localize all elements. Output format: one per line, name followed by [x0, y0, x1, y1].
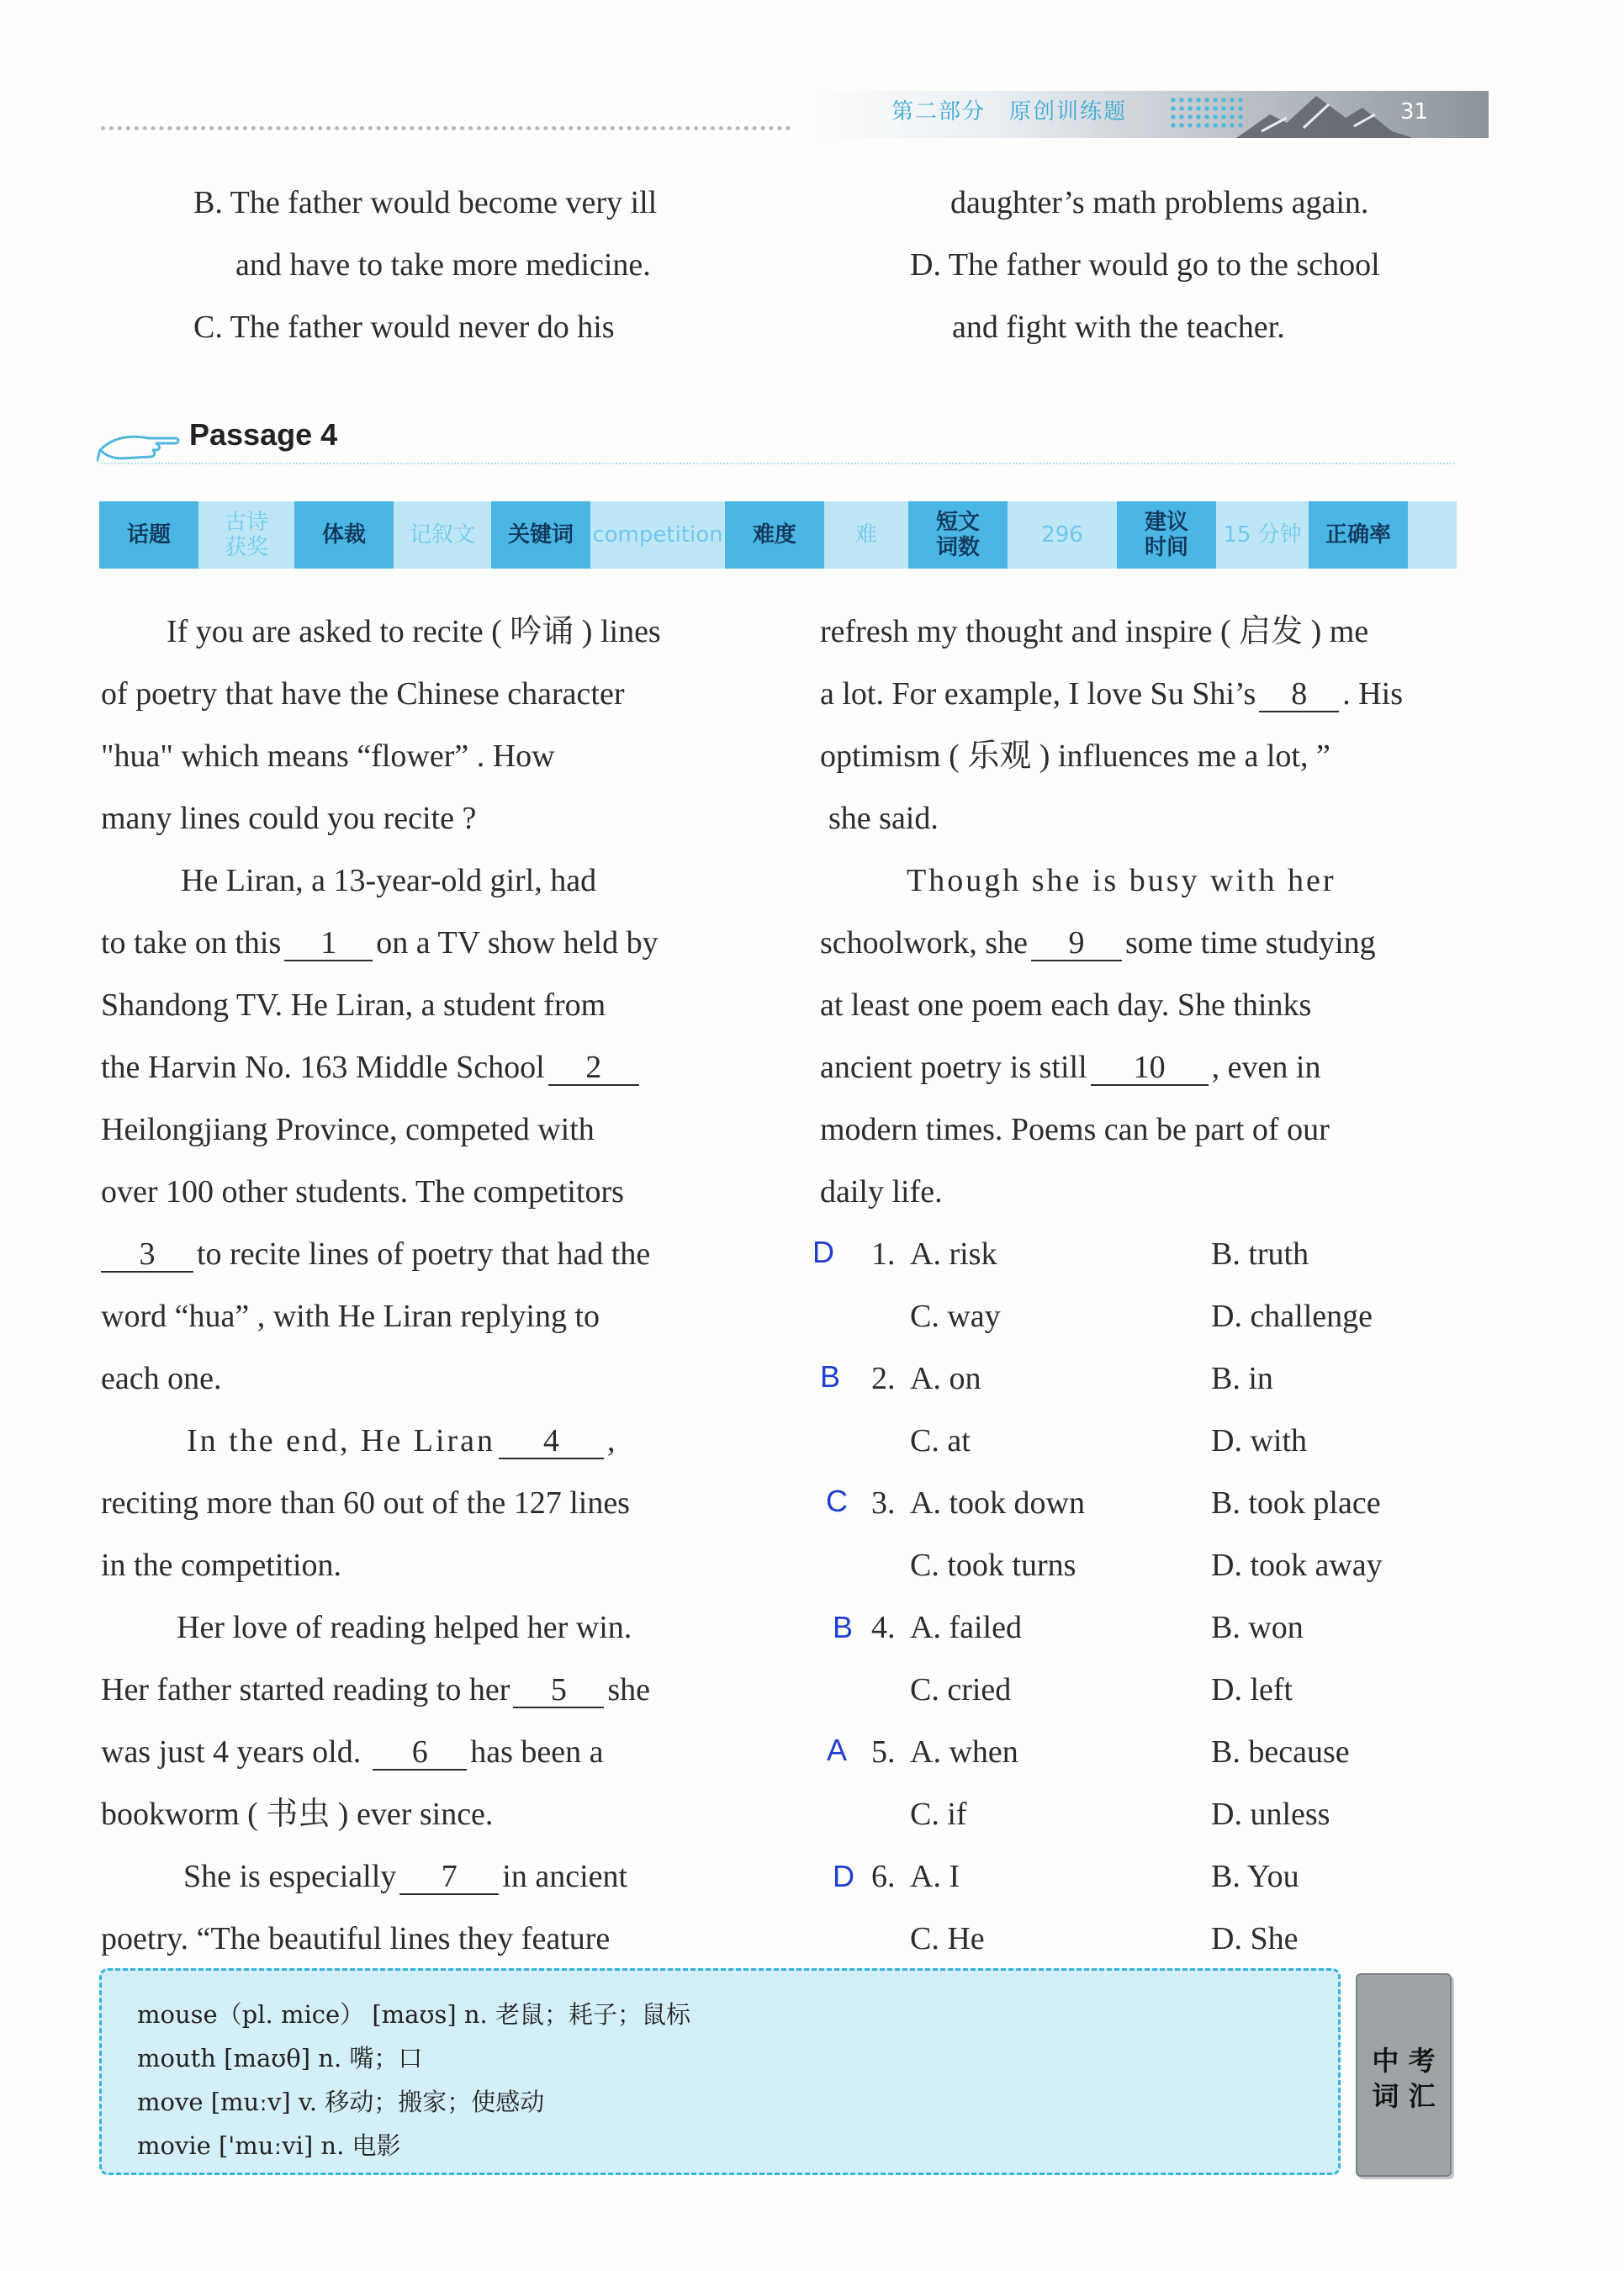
accuracy-label: 正确率 [1309, 501, 1408, 569]
vocab-box [99, 1968, 1341, 2175]
prev-option-b-line2: and have to take more medicine. [235, 247, 651, 283]
vocab-side-tab [1356, 1973, 1452, 2177]
option-b[interactable]: B. because [1211, 1734, 1350, 1770]
genre-value: 记叙文 [409, 522, 475, 548]
page-number: 31 [1400, 99, 1429, 124]
text-segment: schoolwork, she [820, 925, 1028, 961]
question-number: 5. [871, 1734, 896, 1770]
question-number: 1. [871, 1236, 896, 1272]
text-line: reciting more than 60 out of the 127 lines [101, 1485, 630, 1521]
text-line: He Liran, a 13-year-old girl, had [181, 863, 597, 898]
blank-8[interactable]: 8 [1259, 677, 1339, 712]
text-line: each one. [101, 1361, 222, 1396]
blank-1[interactable]: 1 [284, 926, 373, 961]
keyword-label: 关键词 [491, 501, 590, 569]
text-segment: ancient poetry is still [820, 1050, 1087, 1085]
answer-mark: D [833, 1859, 854, 1893]
option-a[interactable]: A. failed [910, 1610, 1022, 1645]
option-c[interactable]: C. He [910, 1921, 985, 1956]
blank-5[interactable]: 5 [513, 1673, 604, 1708]
option-a[interactable]: A. on [910, 1361, 981, 1396]
text-segment: has been a [470, 1734, 604, 1770]
passage-divider [101, 463, 1455, 464]
option-a[interactable]: A. when [910, 1734, 1018, 1770]
keyword-value: competition [592, 522, 723, 548]
text-line: over 100 other students. The competitors [101, 1174, 624, 1210]
text-line: she said. [828, 801, 939, 836]
option-b[interactable]: B. truth [1211, 1236, 1309, 1272]
difficulty-label: 难度 [725, 501, 824, 569]
option-c[interactable]: C. if [910, 1797, 967, 1832]
text-segment: , even in [1211, 1050, 1321, 1085]
option-d[interactable]: D. She [1211, 1921, 1299, 1956]
pointing-hand-icon [97, 425, 181, 463]
option-b[interactable]: B. You [1211, 1859, 1299, 1894]
text-line: of poetry that have the Chinese character [101, 676, 625, 712]
option-c[interactable]: C. way [910, 1299, 1001, 1334]
option-d[interactable]: D. unless [1211, 1797, 1330, 1832]
text-line [101, 924, 659, 962]
text-segment: Her father started reading to her [101, 1672, 510, 1707]
blank-10[interactable]: 10 [1091, 1051, 1209, 1086]
text-line: Her love of reading helped her win. [177, 1610, 632, 1645]
question-number: 2. [871, 1361, 896, 1396]
text-segment: was just 4 years old. [101, 1734, 362, 1770]
question-number: 3. [871, 1485, 896, 1521]
mountain-decoration-icon [1236, 89, 1413, 140]
topic-label: 话题 [99, 501, 198, 569]
info-bar [99, 501, 1457, 569]
text-line: optimism ( 乐观 ) influences me a lot, ” [820, 738, 1330, 774]
answer-mark: C [826, 1484, 848, 1518]
blank-3[interactable]: 3 [101, 1237, 193, 1273]
option-a[interactable]: A. took down [910, 1485, 1085, 1521]
text-line [101, 1670, 650, 1709]
text-line: If you are asked to recite ( 吟诵 ) lines [167, 614, 661, 649]
question-number: 6. [871, 1859, 896, 1894]
blank-4[interactable]: 4 [499, 1424, 604, 1459]
genre-label: 体裁 [294, 501, 394, 569]
option-d[interactable]: D. took away [1211, 1548, 1383, 1583]
option-b[interactable]: B. took place [1211, 1485, 1381, 1521]
vocab-side-label: 词 汇 [1372, 2080, 1436, 2112]
text-line: bookworm ( 书虫 ) ever since. [101, 1797, 494, 1832]
option-a[interactable]: A. I [910, 1859, 960, 1894]
time-value: 15 分钟 [1223, 522, 1302, 548]
text-line: poetry. “The beautiful lines they feature [101, 1921, 611, 1956]
text-line: Heilongjiang Province, competed with [101, 1112, 595, 1147]
text-segment: , [607, 1423, 618, 1458]
answer-mark: D [812, 1235, 834, 1269]
vocab-entry: mouse（pl. mice） [maʊs] n. 老鼠；耗子；鼠标 [137, 2000, 690, 2029]
question-number: 4. [871, 1610, 896, 1645]
text-line: many lines could you recite ? [101, 801, 477, 836]
text-line [101, 1235, 650, 1273]
prev-option-c-line1: C. The father would never do his [193, 310, 615, 345]
text-segment: in ancient [502, 1859, 628, 1894]
header-dotted-rule [101, 126, 816, 130]
option-b[interactable]: B. won [1211, 1610, 1304, 1645]
text-line: refresh my thought and inspire ( 启发 ) me [820, 614, 1369, 649]
text-line: daily life. [820, 1174, 943, 1210]
prev-option-c-line2: daughter’s math problems again. [950, 185, 1369, 220]
text-segment: a lot. For example, I love Su Shi’s [820, 676, 1256, 712]
text-line [183, 1857, 627, 1896]
prev-option-d-line1: D. The father would go to the school [910, 247, 1380, 283]
blank-2[interactable]: 2 [548, 1051, 639, 1086]
text-line [187, 1421, 618, 1460]
time-label: 建议 时间 [1117, 501, 1216, 569]
text-line [820, 1048, 1320, 1087]
text-line [101, 1048, 643, 1087]
text-line: modern times. Poems can be part of our [820, 1112, 1330, 1147]
dot-pattern-decoration [1169, 96, 1245, 130]
text-line [820, 675, 1403, 713]
text-segment: to take on this [101, 925, 282, 961]
vocab-side-label: 中 考 [1372, 2045, 1436, 2077]
difficulty-value: 难 [854, 522, 877, 548]
text-segment: on a TV show held by [376, 925, 659, 961]
option-d[interactable]: D. challenge [1211, 1299, 1373, 1334]
accuracy-value [1408, 501, 1457, 569]
topic-value: 古诗 获奖 [224, 510, 268, 560]
vocab-entry: movie ['muːvi] n. 电影 [137, 2131, 401, 2160]
text-line: Though she is busy with her [907, 863, 1336, 898]
section-title: 第二部分 原创训练题 [891, 99, 1128, 124]
option-d[interactable]: D. with [1211, 1423, 1307, 1458]
text-segment: she [607, 1672, 651, 1707]
wordcount-value: 296 [1041, 522, 1083, 548]
answer-mark: B [833, 1610, 854, 1644]
text-segment: the Harvin No. 163 Middle School [101, 1050, 545, 1085]
blank-7[interactable]: 7 [399, 1860, 499, 1895]
blank-9[interactable]: 9 [1031, 926, 1122, 961]
option-c[interactable]: C. took turns [910, 1548, 1076, 1583]
text-line [820, 924, 1376, 962]
prev-option-d-line2: and fight with the teacher. [952, 310, 1285, 345]
passage-title: Passage 4 [189, 417, 338, 452]
vocab-entry: mouth [maʊθ] n. 嘴；口 [137, 2044, 423, 2072]
text-line: word “hua” , with He Liran replying to [101, 1299, 600, 1334]
text-line: in the competition. [101, 1548, 342, 1583]
option-c[interactable]: C. cried [910, 1672, 1012, 1707]
option-d[interactable]: D. left [1211, 1672, 1293, 1707]
text-line: Shandong TV. He Liran, a student from [101, 987, 606, 1023]
option-a[interactable]: A. risk [910, 1236, 997, 1272]
option-c[interactable]: C. at [910, 1423, 971, 1458]
prev-option-b-line1: B. The father would become very ill [193, 185, 658, 220]
text-segment: to recite lines of poetry that had the [197, 1236, 651, 1272]
answer-mark: B [820, 1359, 841, 1394]
option-b[interactable]: B. in [1211, 1361, 1273, 1396]
text-segment: In the end, He Liran [187, 1423, 496, 1458]
text-line: "hua" which means “flower” . How [101, 738, 555, 774]
wordcount-label: 短文 词数 [908, 501, 1008, 569]
text-segment: She is especially [183, 1859, 397, 1894]
text-line [101, 1733, 604, 1771]
text-segment: some time studying [1124, 925, 1376, 961]
text-line: at least one poem each day. She thinks [820, 987, 1312, 1023]
text-segment: . His [1342, 676, 1404, 712]
blank-6[interactable]: 6 [373, 1735, 467, 1771]
answer-mark: A [827, 1733, 848, 1767]
vocab-entry: move [muːv] v. 移动；搬家；使感动 [137, 2088, 545, 2116]
